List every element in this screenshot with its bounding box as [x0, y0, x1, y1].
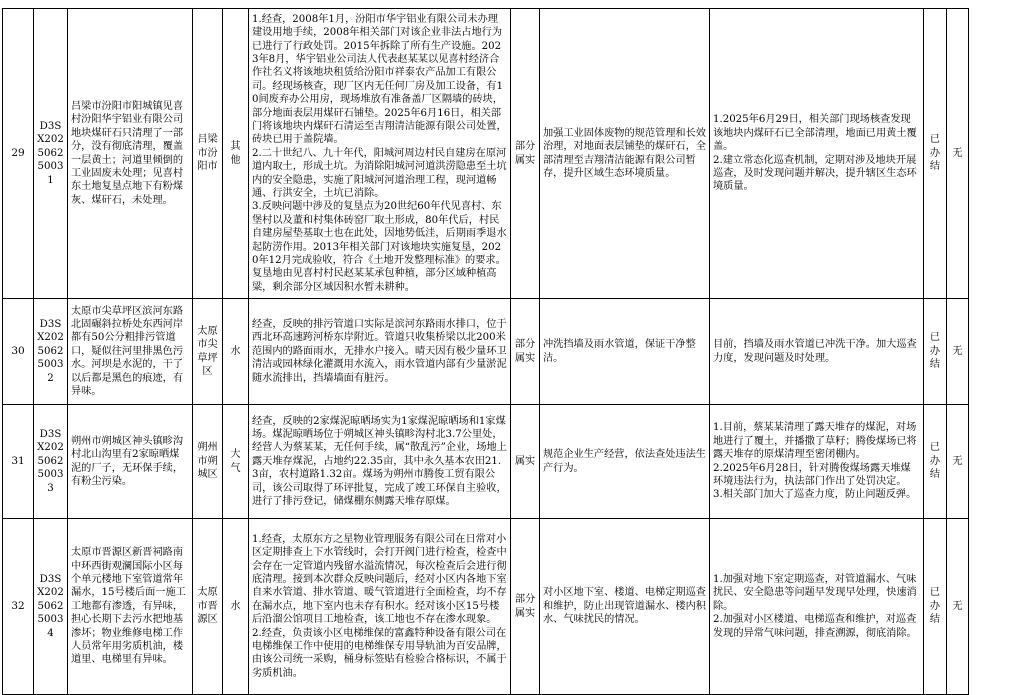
investigation-findings: [249, 9, 511, 299]
progress-paragraph: 1.目前，蔡某某清理了露天堆存的煤泥，对场地进行了覆土，并播撒了草籽；腾俊煤场已将露天堆存的原煤清理至密闭棚内。: [713, 422, 917, 461]
pollution-category: 大气: [223, 405, 249, 519]
case-code: D3SX202506250032: [34, 299, 68, 405]
case-code: D3SX202506250034: [34, 519, 68, 695]
rectification-measure: 对小区地下室、楼道、电梯定期巡查和维护，防止出现管道漏水、楼内积水、气味扰民的情况。: [540, 519, 710, 695]
complaint-content: 吕梁市汾阳市阳城镇见喜村汾阳华宇铝业有限公司地块煤矸石只清理了一部分，没有彻底清理，覆盖一层黄土；河道里倾倒的工业固废未处理；见喜村东土地复垦点地下有粉煤灰、煤矸石，未处理。: [68, 9, 193, 299]
rectification-progress: [710, 299, 924, 405]
accountability: 无: [947, 519, 969, 695]
progress-paragraph: 目前，挡墙及雨水管道已冲洗干净。加大巡查力度，发现问题及时处理。: [713, 339, 917, 364]
progress-paragraph: 1.2025年6月29日，相关部门现场核查发现该地块内煤矸石已全部清理，地面已用黄土覆盖。: [713, 114, 917, 153]
finding-paragraph: 1.经查，太原东方之星物业管理服务有限公司在日常对小区定期排查上下水管线时，会打开阀门进行检查，检查中会存在一定管道内残留水溢流情况，每次检查后会进行彻底清理。接到本次群众反映问题后，经对小区内各地下室自来水管道、排水管道、暖气管道进行全面检查，均不存在漏水点，地下室内也未存有积水。经对该小区15号楼后沿溜公馆项目工地检查，该工地也不存在渗水现象。: [252, 533, 507, 626]
finding-paragraph: 经查，反映的2家煤泥晾晒场实为1家煤泥晾晒场和1家煤场。煤泥晾晒场位于朔城区神头镇畛沟村北3.7公里处，经营人为蔡某某，无任何手续，属“散乱污”企业，场地上露天堆存煤泥，占地约22.35亩，其中永久基本农田21.3亩，农村道路1.32亩。煤场为朔州市腾俊工贸有限公司，该公司取得了环评批复，完成了竣工环保自主验收，进行了排污登记，储煤棚东侧露天堆存原煤。: [252, 415, 507, 508]
progress-paragraph: 2.加强对小区楼道、电梯巡查和维护，对巡查发现的异常气味问题，排查溯源，彻底消除。: [713, 614, 917, 639]
progress-paragraph: 2.2025年6月28日，针对腾俊煤场露天堆煤环境违法行为，执法部门作出了处罚决定。: [713, 462, 911, 487]
completion-status: 已办结: [924, 405, 947, 519]
row-index: 31: [3, 405, 34, 519]
rectification-progress: [710, 405, 924, 519]
accountability: 无: [947, 9, 969, 299]
complaint-content: 朔州市朔城区神头镇畛沟村北山沟里有2家晾晒煤泥的厂子，无环保手续，有粉尘污染。: [68, 405, 193, 519]
completion-status: 已办结: [924, 9, 947, 299]
district: 吕梁市汾阳市: [193, 9, 223, 299]
complaint-content: 太原市尖草坪区滨河东路北固碾斜拉桥处东西河岸都有50公分粗排污管道口，疑似往河里排黑色污水。河坝是水泥的，干了以后都是黑色的痕迹，有异味。: [68, 299, 193, 405]
verdict: 部分属实: [511, 519, 540, 695]
finding-paragraph: 2.经查，负责该小区电梯维保的富鑫特种设备有限公司在电梯维保工作中使用的电梯维保专用导轨油为百安品牌，由该公司统一采购，桶身标签贴有检验合格标识，不属于劣质机油。: [252, 627, 507, 679]
completion-status: 已办结: [924, 299, 947, 405]
table-row: [3, 405, 969, 519]
complaint-content: 太原市晋源区新晋祠路南中环西街观澜国际小区每个单元楼地下室管道常年漏水，15号楼后面一施工工地都有渗透，有异味，担心长期下去污水把地基渗坏；物业维修电梯工作人员常年用劣质机油，楼道里、电梯里有异味。: [68, 519, 193, 695]
rectification-progress: [710, 9, 924, 299]
rectification-measure: 规范企业生产经营，依法查处违法生产行为。: [540, 405, 710, 519]
row-index: 32: [3, 519, 34, 695]
district: 太原市晋源区: [193, 519, 223, 695]
finding-paragraph: 2.二十世纪八、九十年代，阳城河周边村民自建房在原河道内取土，形成土坑。为消除阳城河河道洪涝隐患至土坑内的安全隐患，实施了阳城河河道治理工程，现河道畅通、行洪安全，土坑已消除。: [252, 147, 507, 200]
pollution-category: 其他: [223, 9, 249, 299]
verdict: 属实: [511, 405, 540, 519]
rectification-measure: 冲洗挡墙及雨水管道，保证干净整洁。: [540, 299, 710, 405]
row-index: 29: [3, 9, 34, 299]
completion-status: 已办结: [924, 519, 947, 695]
district: 太原市尖草坪区: [193, 299, 223, 405]
table-row: [3, 9, 969, 299]
table-row: [3, 519, 969, 695]
pollution-category: 水: [223, 299, 249, 405]
verdict: 部分属实: [511, 299, 540, 405]
finding-paragraph: 经查，反映的排污管道口实际是滨河东路雨水排口，位于西北环高速跨河桥东岸附近。管道只收集桥梁以北200米范围内的路面雨水，无排水户接入。晴天因有极少量环卫清洁或园林绿化灌溉用水流入，雨水管道内部有少量淤泥随水流排出，挡墙墙面有脏污。: [252, 318, 507, 384]
accountability: 无: [947, 299, 969, 405]
finding-paragraph: 1.经查，2008年1月，汾阳市华宇铝业有限公司未办理建设用地手续，2008年相关部门对该企业非法占地行为已进行了行政处罚。2015年拆除了所有生产设施。2023年8月，华宇铝业公司法人代表赵某某以见喜村经济合作社名义将该地块租赁给汾阳市祥泰农产品加工有限公司。经现场核查，现厂区内无任何厂房及加工设备，有10间废弃办公用房，现场堆放有准备盖厂区隔墙的砖块，部分地面表层用煤矸石铺垫。2025年6月16日，相关部门将该地块内煤矸石清运至吉翔清洁能源有限公司处置，砖块已用于盖院墙。: [252, 13, 507, 146]
verdict: 部分属实: [511, 9, 540, 299]
case-table: [2, 8, 969, 695]
district: 朔州市朔城区: [193, 405, 223, 519]
finding-paragraph: 3.反映问题中涉及的复垦点为20世纪60年代见喜村、东堡村以及董和村集体砖窑厂取土形成，80年代后，村民自建房屋垫基取土也在此处，因地势低洼，后期雨季退水起防涝作用。2013年相关部门对该地块实施复垦，2020年12月完成验收，符合《土地开发整理标准》的要求。复垦地由见喜村村民赵某某承包种植，部分区域种植高粱，剩余部分区域因积水暂未耕种。: [252, 201, 507, 293]
case-code: D3SX202506250033: [34, 405, 68, 519]
row-index: 30: [3, 299, 34, 405]
rectification-measure: 加强工业固体废物的规范管理和长效治理，对地面表层铺垫的煤矸石，全部清理至吉翔清洁能源有限公司暂存，提升区域生态环境质量。: [540, 9, 710, 299]
pollution-category: 水: [223, 519, 249, 695]
progress-paragraph: 1.加强对地下室定期巡查，对管道漏水、气味扰民、安全隐患等问题早发现早处理，快速消除。: [713, 573, 917, 612]
progress-paragraph: 3.相关部门加大了巡查力度，防止问题反弹。: [713, 489, 917, 501]
investigation-findings: [249, 299, 511, 405]
progress-paragraph: 2.建立常态化巡查机制，定期对涉及地块开展巡查，及时发现问题并解决，提升辖区生态环境质量。: [713, 154, 917, 193]
rectification-progress: [710, 519, 924, 695]
investigation-findings: [249, 405, 511, 519]
investigation-findings: [249, 519, 511, 695]
table-row: [3, 299, 969, 405]
case-code: D3SX202506250031: [34, 9, 68, 299]
accountability: 无: [947, 405, 969, 519]
